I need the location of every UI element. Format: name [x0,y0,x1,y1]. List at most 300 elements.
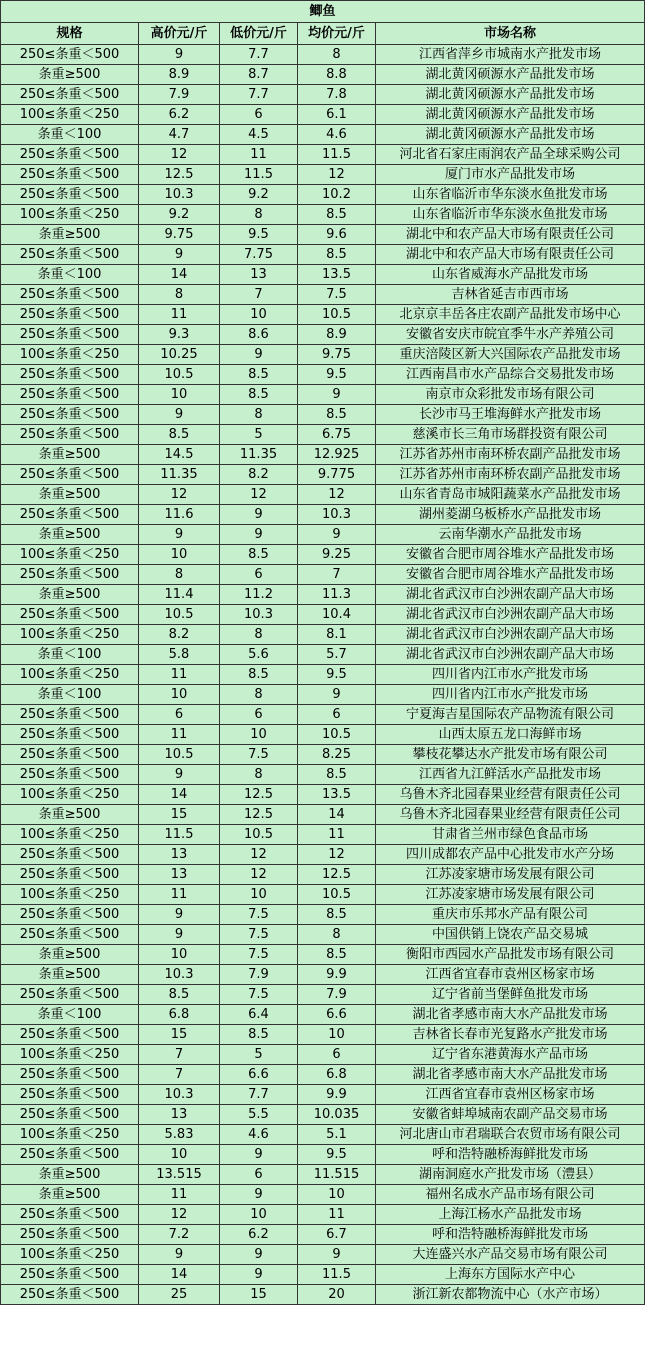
cell-low-price: 8.2 [220,465,298,485]
cell-high-price: 8 [139,565,220,585]
cell-spec: 条重≥500 [1,965,139,985]
cell-low-price: 7.7 [220,85,298,105]
cell-market: 吉林省长春市光复路水产批发市场 [376,1025,645,1045]
cell-high-price: 10.3 [139,1085,220,1105]
cell-spec: 250≤条重＜500 [1,1025,139,1045]
cell-market: 江西省宜春市袁州区杨家市场 [376,965,645,985]
cell-market: 乌鲁木齐北园春果业经营有限责任公司 [376,805,645,825]
cell-high-price: 15 [139,1025,220,1045]
cell-market: 江西省宜春市袁州区杨家市场 [376,1085,645,1105]
cell-low-price: 9 [220,345,298,365]
cell-spec: 250≤条重＜500 [1,745,139,765]
table-row [1,925,645,945]
cell-avg-price: 8.5 [298,405,376,425]
cell-market: 湖北黄冈硕源水产品批发市场 [376,85,645,105]
table-row [1,145,645,165]
cell-spec: 条重＜100 [1,265,139,285]
cell-spec: 250≤条重＜500 [1,385,139,405]
cell-high-price: 11.35 [139,465,220,485]
cell-high-price: 7.9 [139,85,220,105]
cell-low-price: 8 [220,405,298,425]
cell-avg-price: 8.5 [298,245,376,265]
cell-spec: 100≤条重＜250 [1,1125,139,1145]
cell-market: 呼和浩特融桥海鲜批发市场 [376,1145,645,1165]
cell-high-price: 9 [139,1245,220,1265]
cell-market: 江苏凌家塘市场发展有限公司 [376,865,645,885]
cell-spec: 100≤条重＜250 [1,665,139,685]
table-row [1,1005,645,1025]
cell-avg-price: 8.9 [298,325,376,345]
cell-avg-price: 4.6 [298,125,376,145]
cell-avg-price: 8.25 [298,745,376,765]
cell-market: 衡阳市西园水产品批发市场有限公司 [376,945,645,965]
cell-avg-price: 9.75 [298,345,376,365]
cell-low-price: 9 [220,1265,298,1285]
table-row [1,845,645,865]
cell-low-price: 10.3 [220,605,298,625]
cell-low-price: 8 [220,765,298,785]
cell-high-price: 9 [139,905,220,925]
cell-spec: 250≤条重＜500 [1,705,139,725]
cell-high-price: 14 [139,785,220,805]
cell-spec: 250≤条重＜500 [1,1265,139,1285]
table-row [1,85,645,105]
cell-spec: 250≤条重＜500 [1,1085,139,1105]
cell-market: 河北唐山市君瑞联合农贸市场有限公司 [376,1125,645,1145]
cell-low-price: 8 [220,205,298,225]
cell-high-price: 9 [139,245,220,265]
cell-market: 安徽省合肥市周谷堆水产品批发市场 [376,545,645,565]
cell-spec: 条重≥500 [1,525,139,545]
cell-low-price: 5 [220,1045,298,1065]
cell-low-price: 9 [220,1145,298,1165]
cell-spec: 条重≥500 [1,445,139,465]
table-row [1,1045,645,1065]
cell-avg-price: 9.5 [298,1145,376,1165]
cell-low-price: 4.5 [220,125,298,145]
cell-low-price: 6 [220,565,298,585]
cell-high-price: 13.515 [139,1165,220,1185]
cell-avg-price: 8.5 [298,765,376,785]
cell-market: 安徽省蚌埠城南农副产品交易市场 [376,1105,645,1125]
cell-avg-price: 9 [298,1245,376,1265]
cell-high-price: 12 [139,145,220,165]
cell-spec: 250≤条重＜500 [1,605,139,625]
table-row [1,185,645,205]
cell-market: 山东省青岛市城阳蔬菜水产品批发市场 [376,485,645,505]
title-row [1,1,645,23]
cell-market: 湖北中和农产品大市场有限责任公司 [376,225,645,245]
cell-spec: 250≤条重＜500 [1,1225,139,1245]
cell-market: 中国供销上饶农产品交易城 [376,925,645,945]
cell-low-price: 7.7 [220,1085,298,1105]
cell-market: 山西太原五龙口海鲜市场 [376,725,645,745]
cell-high-price: 9 [139,925,220,945]
table-row [1,445,645,465]
cell-market: 湖北省孝感市南大水产品批发市场 [376,1065,645,1085]
cell-low-price: 7.5 [220,985,298,1005]
cell-market: 湖北省武汉市白沙洲农副产品大市场 [376,585,645,605]
cell-high-price: 13 [139,845,220,865]
cell-spec: 250≤条重＜500 [1,145,139,165]
cell-spec: 250≤条重＜500 [1,305,139,325]
cell-low-price: 8.5 [220,545,298,565]
table-row [1,305,645,325]
cell-high-price: 6.8 [139,1005,220,1025]
table-row [1,1025,645,1045]
cell-high-price: 13 [139,865,220,885]
cell-avg-price: 7.5 [298,285,376,305]
cell-low-price: 10 [220,1205,298,1225]
cell-spec: 条重≥500 [1,945,139,965]
cell-market: 甘肃省兰州市绿色食品市场 [376,825,645,845]
table-row [1,685,645,705]
cell-spec: 250≤条重＜500 [1,925,139,945]
column-header-avg-price: 均价元/斤 [298,23,376,45]
cell-market: 湖北黄冈硕源水产品批发市场 [376,65,645,85]
cell-low-price: 12 [220,845,298,865]
cell-high-price: 13 [139,1105,220,1125]
table-row [1,905,645,925]
cell-low-price: 11.5 [220,165,298,185]
cell-high-price: 10 [139,1145,220,1165]
table-body [1,45,645,1305]
table-row [1,465,645,485]
cell-spec: 条重≥500 [1,585,139,605]
cell-spec: 250≤条重＜500 [1,285,139,305]
cell-high-price: 15 [139,805,220,825]
cell-avg-price: 8.5 [298,945,376,965]
cell-spec: 250≤条重＜500 [1,1145,139,1165]
cell-high-price: 9 [139,405,220,425]
table-row [1,105,645,125]
cell-low-price: 9 [220,505,298,525]
cell-market: 慈溪市长三角市场群投资有限公司 [376,425,645,445]
cell-high-price: 10 [139,545,220,565]
table-row [1,1245,645,1265]
cell-market: 湖州菱湖乌板桥水产品批发市场 [376,505,645,525]
cell-market: 四川省内江市水产批发市场 [376,665,645,685]
cell-low-price: 9.2 [220,185,298,205]
cell-low-price: 6 [220,705,298,725]
cell-high-price: 14 [139,265,220,285]
cell-market: 上海江杨水产品批发市场 [376,1205,645,1225]
cell-market: 乌鲁木齐北园春果业经营有限责任公司 [376,785,645,805]
cell-high-price: 14 [139,1265,220,1285]
table-row [1,325,645,345]
cell-low-price: 6.6 [220,1065,298,1085]
cell-market: 江苏凌家塘市场发展有限公司 [376,885,645,905]
cell-high-price: 9.75 [139,225,220,245]
cell-avg-price: 10.5 [298,305,376,325]
table-row [1,1265,645,1285]
cell-high-price: 10.5 [139,745,220,765]
table-row [1,365,645,385]
cell-low-price: 8.7 [220,65,298,85]
cell-low-price: 9.5 [220,225,298,245]
header-row [1,23,645,45]
cell-high-price: 4.7 [139,125,220,145]
cell-high-price: 8.9 [139,65,220,85]
table-row [1,865,645,885]
cell-spec: 100≤条重＜250 [1,625,139,645]
cell-spec: 条重≥500 [1,805,139,825]
cell-market: 南京市众彩批发市场有限公司 [376,385,645,405]
cell-high-price: 14.5 [139,445,220,465]
cell-low-price: 9 [220,525,298,545]
cell-avg-price: 9.5 [298,365,376,385]
cell-avg-price: 6.6 [298,1005,376,1025]
cell-avg-price: 9 [298,685,376,705]
table-row [1,605,645,625]
cell-spec: 250≤条重＜500 [1,565,139,585]
cell-high-price: 8.2 [139,625,220,645]
cell-avg-price: 11.5 [298,1265,376,1285]
cell-spec: 100≤条重＜250 [1,545,139,565]
cell-spec: 250≤条重＜500 [1,165,139,185]
cell-high-price: 9 [139,45,220,65]
cell-spec: 条重＜100 [1,685,139,705]
cell-low-price: 10 [220,885,298,905]
cell-spec: 250≤条重＜500 [1,765,139,785]
cell-market: 长沙市马王堆海鲜水产批发市场 [376,405,645,425]
cell-low-price: 8.5 [220,1025,298,1045]
cell-high-price: 5.8 [139,645,220,665]
cell-market: 山东省临沂市华东淡水鱼批发市场 [376,205,645,225]
cell-low-price: 7 [220,285,298,305]
cell-high-price: 10.25 [139,345,220,365]
cell-low-price: 7.9 [220,965,298,985]
cell-low-price: 8 [220,625,298,645]
column-header-spec: 规格 [1,23,139,45]
cell-spec: 100≤条重＜250 [1,1245,139,1265]
cell-spec: 条重＜100 [1,645,139,665]
table-row [1,1065,645,1085]
cell-low-price: 10.5 [220,825,298,845]
cell-avg-price: 13.5 [298,265,376,285]
cell-spec: 条重＜100 [1,1005,139,1025]
cell-low-price: 15 [220,1285,298,1305]
cell-low-price: 10 [220,725,298,745]
cell-avg-price: 10.5 [298,725,376,745]
cell-low-price: 7.5 [220,905,298,925]
cell-market: 厦门市水产品批发市场 [376,165,645,185]
cell-spec: 条重≥500 [1,1165,139,1185]
table-row [1,485,645,505]
cell-market: 湖北省孝感市南大水产品批发市场 [376,1005,645,1025]
table-row [1,225,645,245]
cell-spec: 250≤条重＜500 [1,45,139,65]
cell-avg-price: 11.5 [298,145,376,165]
cell-avg-price: 10.3 [298,505,376,525]
cell-avg-price: 8.1 [298,625,376,645]
cell-high-price: 11 [139,725,220,745]
cell-market: 浙江新农都物流中心（水产市场） [376,1285,645,1305]
cell-low-price: 11 [220,145,298,165]
table-row [1,1285,645,1305]
cell-market: 湖北省武汉市白沙洲农副产品大市场 [376,625,645,645]
cell-avg-price: 12 [298,165,376,185]
cell-spec: 250≤条重＜500 [1,1065,139,1085]
cell-spec: 250≤条重＜500 [1,365,139,385]
cell-avg-price: 8 [298,45,376,65]
cell-market: 江西省九江鲜活水产品批发市场 [376,765,645,785]
table-row [1,1145,645,1165]
cell-market: 辽宁省东港黄海水产品市场 [376,1045,645,1065]
table-row [1,165,645,185]
table-row [1,745,645,765]
cell-spec: 100≤条重＜250 [1,785,139,805]
cell-market: 湖南洞庭水产批发市场（澧县） [376,1165,645,1185]
cell-avg-price: 8.5 [298,905,376,925]
cell-avg-price: 7.9 [298,985,376,1005]
cell-spec: 250≤条重＜500 [1,425,139,445]
cell-avg-price: 12 [298,485,376,505]
table-row [1,625,645,645]
cell-high-price: 6.2 [139,105,220,125]
cell-high-price: 11.4 [139,585,220,605]
table-row [1,1105,645,1125]
cell-avg-price: 9.6 [298,225,376,245]
cell-spec: 250≤条重＜500 [1,1105,139,1125]
cell-spec: 250≤条重＜500 [1,185,139,205]
cell-market: 江西省萍乡市城南水产批发市场 [376,45,645,65]
cell-high-price: 9.3 [139,325,220,345]
table-row [1,425,645,445]
table-row [1,345,645,365]
cell-low-price: 8.5 [220,365,298,385]
cell-avg-price: 10.2 [298,185,376,205]
cell-high-price: 10 [139,685,220,705]
cell-high-price: 11 [139,1185,220,1205]
cell-low-price: 9 [220,1185,298,1205]
cell-avg-price: 12 [298,845,376,865]
cell-spec: 条重＜100 [1,125,139,145]
cell-market: 福州名成水产品市场有限公司 [376,1185,645,1205]
cell-avg-price: 9 [298,385,376,405]
cell-avg-price: 10.035 [298,1105,376,1125]
cell-spec: 250≤条重＜500 [1,245,139,265]
table-row [1,645,645,665]
column-header-market: 市场名称 [376,23,645,45]
cell-high-price: 8.5 [139,985,220,1005]
cell-spec: 250≤条重＜500 [1,845,139,865]
table-row [1,585,645,605]
table-row [1,825,645,845]
table-title: 鲫鱼 [1,1,645,23]
cell-market: 安徽省安庆市皖宜季牛水产养殖公司 [376,325,645,345]
table-row [1,965,645,985]
table-row [1,125,645,145]
cell-avg-price: 9 [298,525,376,545]
cell-high-price: 9 [139,525,220,545]
cell-low-price: 8 [220,685,298,705]
cell-high-price: 10.5 [139,605,220,625]
cell-spec: 条重≥500 [1,225,139,245]
cell-high-price: 7 [139,1065,220,1085]
table-row [1,545,645,565]
cell-low-price: 8.5 [220,665,298,685]
table-row [1,45,645,65]
cell-market: 大连盛兴水产品交易市场有限公司 [376,1245,645,1265]
cell-low-price: 8.6 [220,325,298,345]
cell-avg-price: 12.925 [298,445,376,465]
cell-low-price: 10 [220,305,298,325]
cell-avg-price: 8.5 [298,205,376,225]
cell-spec: 250≤条重＜500 [1,325,139,345]
table-row [1,245,645,265]
table-row [1,1165,645,1185]
cell-high-price: 11 [139,305,220,325]
cell-high-price: 25 [139,1285,220,1305]
cell-spec: 100≤条重＜250 [1,205,139,225]
table-row [1,785,645,805]
cell-avg-price: 20 [298,1285,376,1305]
cell-avg-price: 5.7 [298,645,376,665]
cell-low-price: 8.5 [220,385,298,405]
cell-market: 四川省内江市水产批发市场 [376,685,645,705]
cell-avg-price: 11.3 [298,585,376,605]
cell-market: 攀枝花攀达水产批发市场有限公司 [376,745,645,765]
cell-low-price: 7.5 [220,945,298,965]
table-row [1,505,645,525]
cell-low-price: 11.2 [220,585,298,605]
cell-low-price: 5 [220,425,298,445]
table-row [1,1185,645,1205]
cell-low-price: 7.7 [220,45,298,65]
cell-low-price: 6 [220,105,298,125]
cell-avg-price: 9.9 [298,965,376,985]
cell-avg-price: 10.4 [298,605,376,625]
cell-low-price: 11.35 [220,445,298,465]
cell-market: 北京京丰岳各庄农副产品批发市场中心 [376,305,645,325]
cell-market: 山东省临沂市华东淡水鱼批发市场 [376,185,645,205]
cell-high-price: 5.83 [139,1125,220,1145]
cell-spec: 250≤条重＜500 [1,905,139,925]
table-row [1,565,645,585]
cell-high-price: 7 [139,1045,220,1065]
cell-market: 安徽省合肥市周谷堆水产品批发市场 [376,565,645,585]
table-row [1,1225,645,1245]
cell-spec: 100≤条重＜250 [1,1045,139,1065]
cell-market: 山东省威海水产品批发市场 [376,265,645,285]
cell-spec: 100≤条重＜250 [1,885,139,905]
cell-low-price: 7.5 [220,925,298,945]
cell-market: 云南华潮水产品批发市场 [376,525,645,545]
cell-high-price: 10.3 [139,185,220,205]
cell-spec: 100≤条重＜250 [1,345,139,365]
cell-low-price: 6.2 [220,1225,298,1245]
table-row [1,1125,645,1145]
table-row [1,525,645,545]
table-row [1,405,645,425]
table-row [1,205,645,225]
cell-avg-price: 8 [298,925,376,945]
cell-avg-price: 11.515 [298,1165,376,1185]
cell-market: 湖北省武汉市白沙洲农副产品大市场 [376,645,645,665]
cell-market: 四川成都农产品中心批发市水产分场 [376,845,645,865]
table-row [1,885,645,905]
table-row [1,985,645,1005]
cell-avg-price: 6 [298,705,376,725]
cell-high-price: 11 [139,665,220,685]
cell-market: 江苏省苏州市南环桥农副产品批发市场 [376,445,645,465]
cell-avg-price: 11 [298,1205,376,1225]
table-row [1,385,645,405]
cell-high-price: 9 [139,765,220,785]
cell-high-price: 11.6 [139,505,220,525]
cell-spec: 250≤条重＜500 [1,985,139,1005]
